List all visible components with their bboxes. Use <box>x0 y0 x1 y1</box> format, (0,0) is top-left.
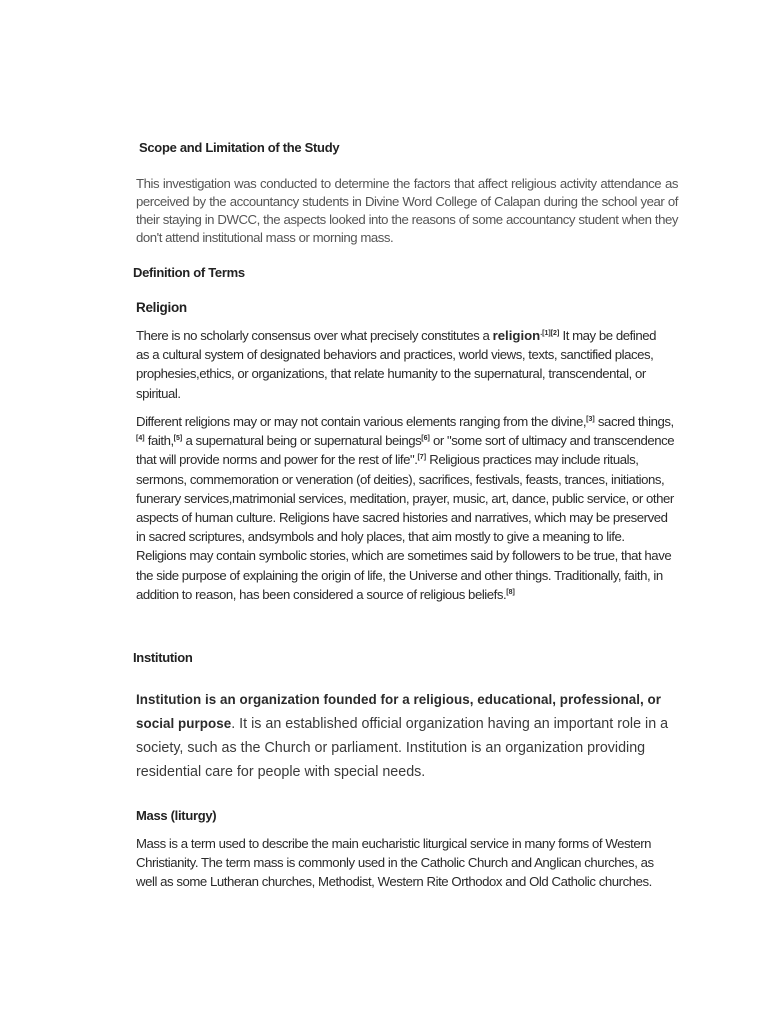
religion-ref-6[interactable]: [6] <box>421 435 430 443</box>
religion-p1-text-b: It may be defined as a cultural system of designated behaviors and practices, world views, texts, sanctified places, prophesies,ethics, or organizations, that relate humanity to the supernatural, transcendental, or spiritual. <box>136 328 657 401</box>
religion-p2-text-b: sacred things, <box>594 414 674 429</box>
religion-p2-text-e: or "some sort of ultimacy and transcendence that will provide norms and power for the rest of life". <box>136 433 675 468</box>
religion-p2-text-d: a supernatural being or supernatural beings <box>182 433 422 449</box>
religion-ref-8[interactable]: [8] <box>506 588 515 596</box>
religion-p1-bold-term: religion <box>492 328 541 343</box>
religion-p2-text-f: Religious practices may include rituals, sermons, commemoration or veneration (of deities), sacrifices, festivals, feasts, trances, initiations, funerary services,matrimonial services, meditation, prayer, music, art, dance, public service, or other aspects of human culture. Religions have sacred histories and narratives, which may be preserved in sacred scriptures, andsymbols and holy places, that aim mostly to give a meaning to life. Religions may contain symbolic stories, which are sometimes said by followers to be true, that have the side purpose of explaining the origin of life, the Universe and other things. Traditionally, faith, in addition to reason, has been considered a source of religious beliefs. <box>136 452 674 602</box>
institution-paragraph <box>136 688 676 784</box>
institution-rest-text: . It is an established official organization having an important role in a society, such as the Church or parliament. Institution is an organization providing residential care for people with special needs. <box>136 716 669 780</box>
institution-lead-text: Institution is an organization founded for a religious, educational, professional, or social purpose <box>136 692 662 731</box>
religion-paragraph-2 <box>136 412 676 604</box>
mass-heading: Mass (liturgy) <box>136 808 217 823</box>
scope-heading: Scope and Limitation of the Study <box>139 140 340 155</box>
religion-ref-4[interactable]: [4] <box>136 435 145 443</box>
scope-paragraph: This investigation was conducted to determine the factors that affect religious activity attendance as perceived by the accountancy students in Divine Word College of Calapan during the school year of their staying in DWCC, the aspects looked into the reasons of some accountancy student when they don't attend institutional mass or morning mass. <box>136 176 678 245</box>
mass-paragraph: Mass is a term used to describe the main eucharistic liturgical service in many forms of Western Christianity. The term mass is commonly used in the Catholic Church and Anglican churches, as well as some Lutheran churches, Methodist, Western Rite Orthodox and Old Catholic churches. <box>136 836 654 890</box>
religion-heading: Religion <box>136 300 187 315</box>
definition-of-terms-heading: Definition of Terms <box>133 265 245 280</box>
religion-ref-7[interactable]: [7] <box>417 454 427 462</box>
religion-p2-text-a: Different religions may or may not contain various elements ranging from the divine, <box>136 414 587 429</box>
religion-ref-1-2[interactable]: .[1][2] <box>540 330 560 337</box>
religion-ref-3[interactable]: [3] <box>586 416 595 423</box>
religion-p1-text-a: There is no scholarly consensus over what precisely constitutes a <box>136 328 493 343</box>
religion-ref-5[interactable]: [5] <box>173 435 183 443</box>
religion-p2-text-c: faith, <box>144 433 174 449</box>
religion-paragraph-1 <box>136 326 666 403</box>
institution-heading: Institution <box>133 650 193 665</box>
